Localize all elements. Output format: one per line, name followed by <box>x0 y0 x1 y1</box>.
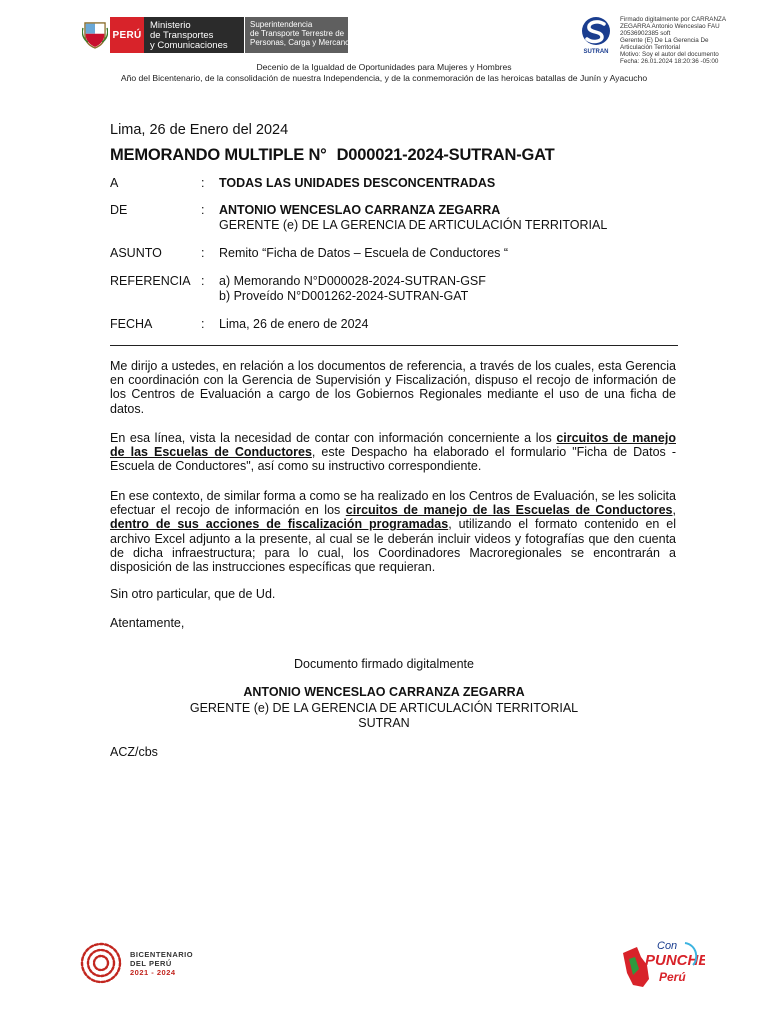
bicentenario-text: BICENTENARIO DEL PERÚ 2021 - 2024 <box>130 949 194 977</box>
digital-signature-stamp: Firmado digitalmente por CARRANZA ZEGARRA Antonio Wenceslao FAU 20536902385 soft Gerente (E) De La Gerencia De Articulación Territorial Motivo: Soy el autor del documento Fecha: 26.01.2024 18:20:36 -05:00 <box>620 16 727 65</box>
svg-text:SUTRAN: SUTRAN <box>583 49 609 55</box>
coat-of-arms-icon <box>80 17 110 53</box>
memo-title <box>110 146 555 165</box>
memo-title-prefix: MEMORANDO MULTIPLE N° <box>110 146 327 164</box>
svg-text:Perú: Perú <box>659 970 686 984</box>
bicentenario-emblem-icon <box>78 940 124 986</box>
header-divider <box>110 345 678 346</box>
decree-header: Decenio de la Igualdad de Oportunidades para Mujeres y Hombres Año del Bicentenario, de la consolidación de nuestra Independencia, y de la conmemoración de las heroicas batallas de Junín y Ayacucho <box>120 62 648 83</box>
signer-name: ANTONIO WENCESLAO CARRANZA ZEGARRA <box>243 685 525 699</box>
paragraph-3: En ese contexto, de similar forma a como se ha realizado en los Centros de Evaluación, se les solicita efectuar el recojo de información en los circuitos de manejo de las Escuelas de Conductores, dentro de sus acciones de fiscalización programadas, utilizando el formato contenido en el archivo Excel adjunto a la presente, al cual se le deberán incluir videos y fotografías que den cuenta de dicha infraestructura; para lo cual, los Coordinadores Macroregionales se encontrarán a disposición de las instrucciones específicas que requieran. <box>110 489 677 575</box>
svg-text:PUNCHE: PUNCHE <box>645 952 705 969</box>
sutran-logo-icon <box>576 15 616 55</box>
agency-name: Superintendencia de Transporte Terrestre de Personas, Carga y Mercancías <box>245 17 348 53</box>
svg-text:Con: Con <box>657 940 678 952</box>
date-line: Lima, 26 de Enero del 2024 <box>110 122 289 138</box>
signer-position: GERENTE (e) DE LA GERENCIA DE ARTICULACIÓN TERRITORIAL <box>189 701 579 715</box>
initials: ACZ/cbs <box>110 745 158 759</box>
government-banner <box>80 17 360 53</box>
memo-number: D000021-2024-SUTRAN-GAT <box>336 146 555 164</box>
con-punche-peru-logo <box>615 935 705 997</box>
digital-signed-note: Documento firmado digitalmente <box>294 657 474 671</box>
paragraph-2: En esa línea, vista la necesidad de contar con información concerniente a los circuitos de manejo de las Escuelas de Conductores, este Despacho ha elaborado el formulario "Ficha de Datos - Escuela de Conductores", así como su instructivo correspondiente. <box>110 431 676 474</box>
signer-org: SUTRAN <box>358 716 410 730</box>
peru-label: PERÚ <box>110 17 144 53</box>
paragraph-5: Atentamente, <box>110 616 185 630</box>
ministry-name: Ministerio de Transportes y Comunicaciones <box>144 17 244 53</box>
paragraph-1: Me dirijo a ustedes, en relación a los documentos de referencia, a través de los cuales, esta Gerencia en coordinación con la Gerencia de Supervisión y Fiscalización, dispuso el recojo de información de los Centros de Evaluación a cargo de los Gobiernos Regionales mediante el uso de una ficha de datos. <box>110 359 676 416</box>
paragraph-4: Sin otro particular, que de Ud. <box>110 587 276 601</box>
bicentenario-logo <box>78 940 193 986</box>
